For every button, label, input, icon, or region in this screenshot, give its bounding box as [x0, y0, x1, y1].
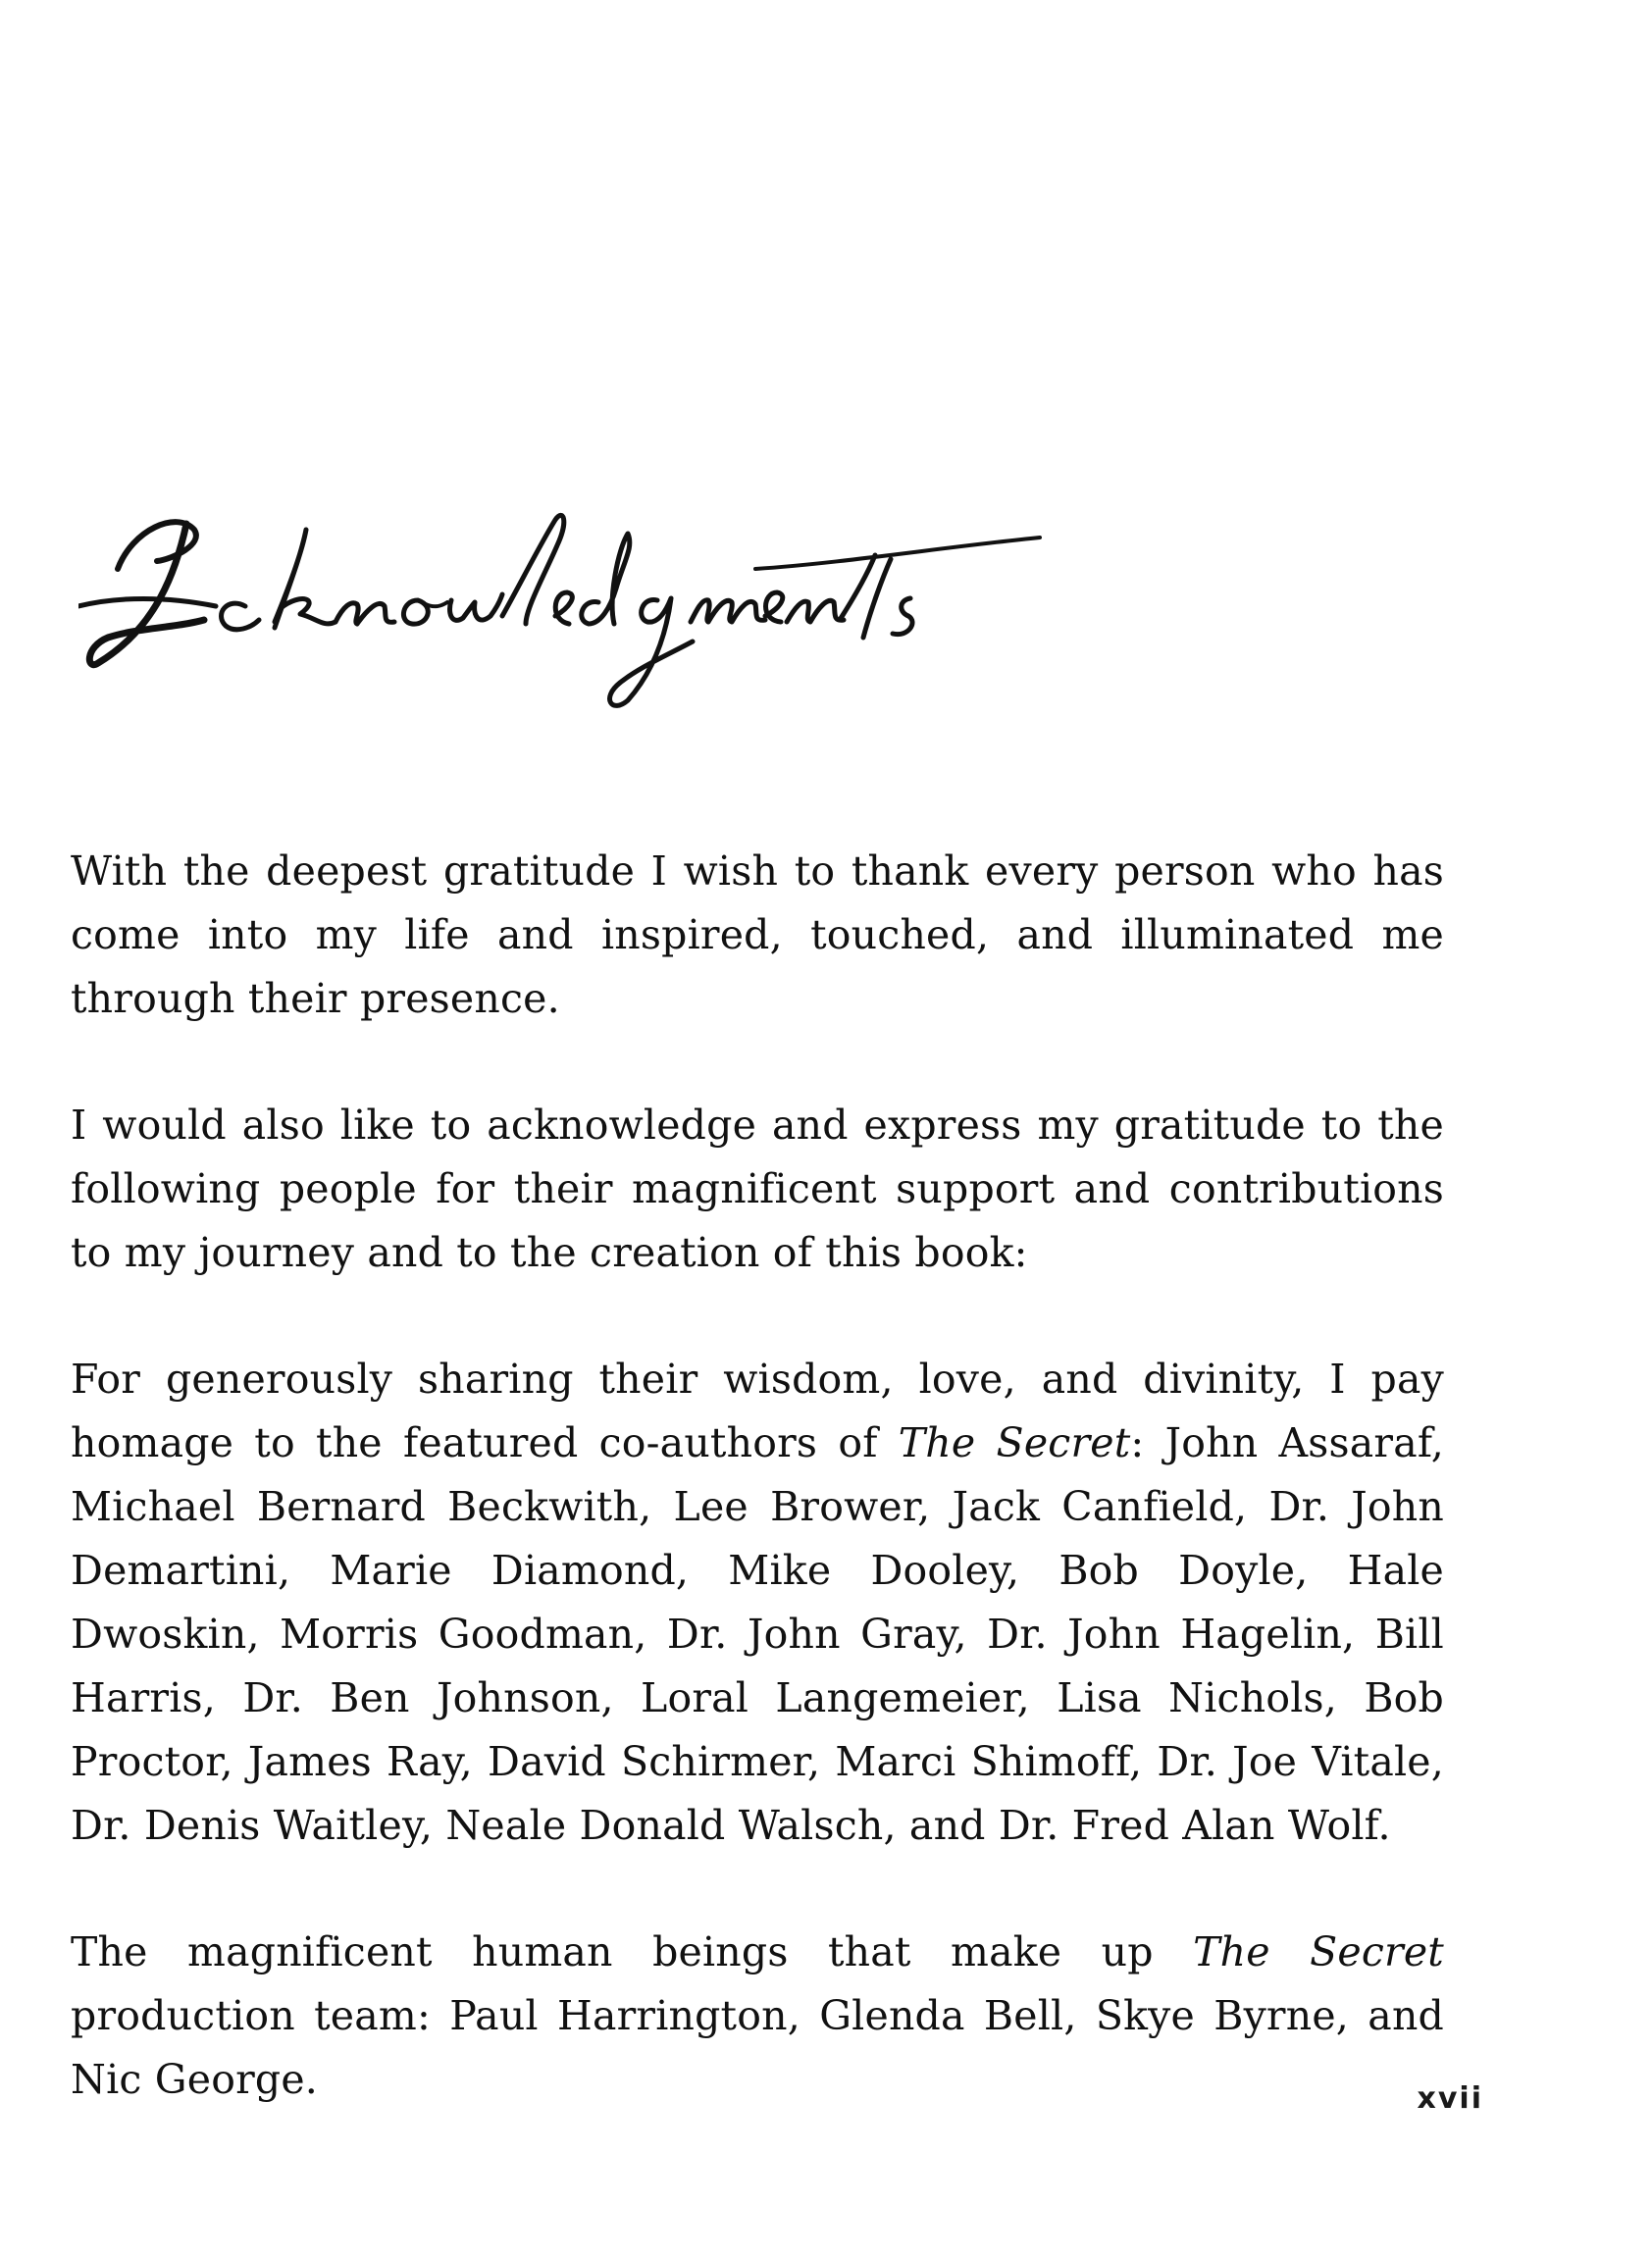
coauthors-text-lead: For generously sharing their wisdom, love, and divinity, I pay homage to the featured co-authors of: [71, 1356, 1444, 1466]
paragraph-gratitude: With the deepest gratitude I wish to thank every person who has come into my life and inspired, touched, and illuminated me through their presence.: [71, 847, 1444, 1022]
production-text-lead: The magnificent human beings that make up: [71, 1928, 1194, 1975]
heading-signature: [78, 490, 1079, 716]
calligraphy-heading-graphic: [78, 490, 1079, 716]
book-title: The Secret: [898, 1419, 1131, 1466]
acknowledgments-body: [71, 840, 1444, 2175]
coauthors-text-list: : John Assaraf, Michael Bernard Beckwith, Lee Brower, Jack Canfield, Dr. John Demartini, Marie Diamond, Mike Dooley, Bob Doyle, Hale Dwoskin, Morris Goodman, Dr. John Gray, Dr. John Hagelin, Bill Harris, Dr. Ben Johnson, Loral Langemeier, Lisa Nichols, Bob Proctor, James Ray, David Schirmer, Marci Shimoff, Dr. Joe Vitale, Dr. Denis Waitley, Neale Donald Walsch, and Dr. Fred Alan Wolf.: [71, 1419, 1445, 1849]
production-text-list: production team: Paul Harrington, Glenda Bell, Skye Byrne, and Nic George.: [71, 1992, 1444, 2103]
paragraph-coauthors: [71, 1348, 1444, 1858]
page-number: xvii: [1417, 2081, 1483, 2116]
paragraph-production-team: [71, 1921, 1444, 2112]
book-title: The Secret: [1193, 1928, 1444, 1975]
paragraph-acknowledge: I would also like to acknowledge and express my gratitude to the following people for their magnificent support and contributions to my journey and to the creation of this book:: [71, 1102, 1444, 1276]
